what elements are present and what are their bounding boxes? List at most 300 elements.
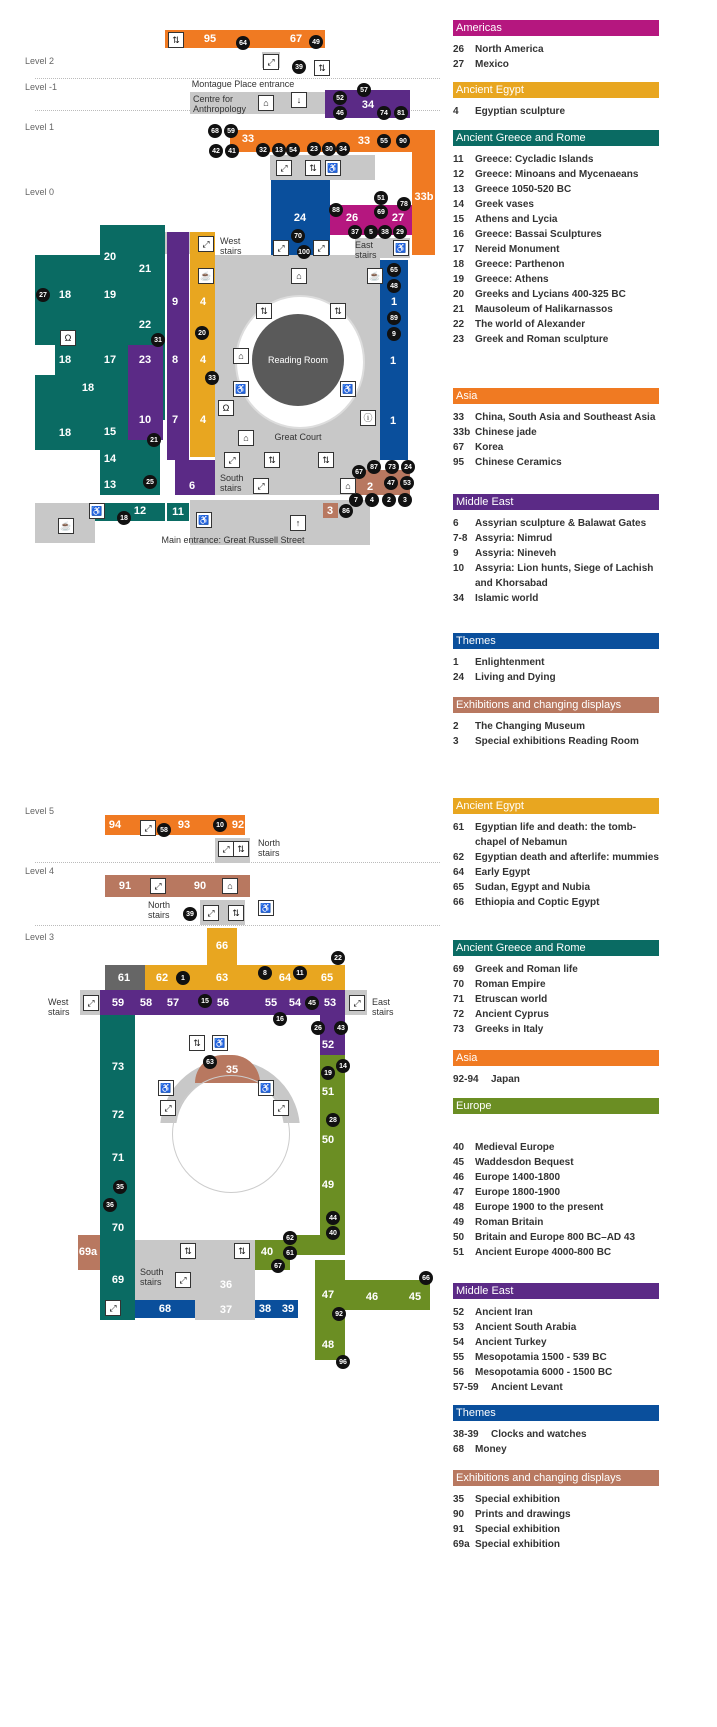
- map-text: North stairs: [258, 838, 281, 858]
- legend-item-number: 10: [453, 563, 465, 574]
- stairs-icon[interactable]: ⤢: [263, 54, 279, 70]
- lift-icon[interactable]: ⇅: [228, 905, 244, 921]
- room-number-badge[interactable]: 64: [236, 36, 250, 50]
- lift-icon[interactable]: ⇅: [233, 841, 249, 857]
- room-number-badge[interactable]: 39: [292, 60, 306, 74]
- legend-item: [453, 287, 659, 302]
- map-text: North stairs: [148, 900, 171, 920]
- room-label[interactable]: 33b: [414, 191, 434, 203]
- room-number-badge[interactable]: 33: [205, 371, 219, 385]
- legend-item-number: 64: [453, 867, 465, 878]
- room-label[interactable]: 15: [103, 426, 117, 438]
- room-label[interactable]: 20: [103, 251, 117, 263]
- legend-item: [453, 655, 659, 670]
- legend-item-label: Europe 1800-1900: [475, 1187, 561, 1198]
- room-number-badge[interactable]: 24: [401, 460, 415, 474]
- room-label[interactable]: 8: [171, 354, 179, 366]
- room-label[interactable]: 7: [171, 414, 179, 426]
- room-label[interactable]: 69: [111, 1274, 125, 1286]
- stairs-icon[interactable]: ⤢: [198, 236, 214, 252]
- legend-item-number: 50: [453, 1232, 465, 1243]
- stairs-icon[interactable]: ⤢: [140, 820, 156, 836]
- room-number-badge[interactable]: 7: [349, 493, 363, 507]
- legend-section: [453, 697, 659, 749]
- room-label[interactable]: 12: [133, 505, 147, 517]
- legend-item-label: Special exhibition: [475, 1494, 561, 1505]
- legend-item-label: Greece 1050-520 BC: [475, 184, 572, 195]
- map-text: East stairs: [355, 240, 377, 260]
- stairs-icon[interactable]: ⤢: [253, 478, 269, 494]
- room-number-badge[interactable]: 13: [272, 143, 286, 157]
- legend-list: [453, 820, 659, 910]
- legend-section: [453, 20, 659, 72]
- room-number-badge[interactable]: 25: [143, 475, 157, 489]
- legend-item: [453, 104, 659, 119]
- legend-item-label: Greeks and Lycians 400-325 BC: [475, 289, 626, 300]
- room-number-badge[interactable]: 69: [374, 205, 388, 219]
- lift-icon[interactable]: ⇅: [305, 160, 321, 176]
- legend-item-number: 9: [453, 548, 459, 559]
- room-label[interactable]: 63: [215, 972, 229, 984]
- legend-item-number: 15: [453, 214, 465, 225]
- legend-item-number: 1: [453, 657, 459, 668]
- room-label[interactable]: 21: [138, 263, 152, 275]
- toilets-icon[interactable]: ♿: [233, 381, 249, 397]
- legend-item-label: Assyrian sculpture & Balawat Gates: [475, 518, 647, 529]
- room-number-badge[interactable]: 29: [393, 225, 407, 239]
- legend-item-label: Greek and Roman life: [475, 964, 578, 975]
- room-label[interactable]: 18: [81, 382, 95, 394]
- room-label[interactable]: 57: [166, 997, 180, 1009]
- legend-item-label: Ancient South Arabia: [475, 1322, 577, 1333]
- room-number-badge[interactable]: 86: [339, 504, 353, 518]
- legend-item: [453, 410, 659, 425]
- room-number-badge[interactable]: 47: [384, 476, 398, 490]
- room-label[interactable]: 38: [258, 1303, 272, 1315]
- room-label[interactable]: 48: [321, 1339, 335, 1351]
- gallery-area: [320, 1055, 345, 1255]
- stairs-icon[interactable]: ⤢: [276, 160, 292, 176]
- room-number-badge[interactable]: 74: [377, 106, 391, 120]
- stairs-icon[interactable]: ⤢: [273, 1100, 289, 1116]
- room-label[interactable]: 66: [215, 940, 229, 952]
- room-label[interactable]: 50: [321, 1134, 335, 1146]
- shop-icon[interactable]: ⌂: [222, 878, 238, 894]
- lift-icon[interactable]: ⇅: [330, 303, 346, 319]
- room-number-badge[interactable]: 3: [398, 493, 412, 507]
- legend-item-number: 21: [453, 304, 465, 315]
- room-label[interactable]: 19: [103, 289, 117, 301]
- room-label[interactable]: 69a: [78, 1246, 98, 1258]
- room-number-badge[interactable]: 96: [336, 1355, 350, 1369]
- legend-item: [453, 1170, 659, 1185]
- room-number-badge[interactable]: 30: [322, 142, 336, 156]
- legend-item-label: Greece: Parthenon: [475, 259, 565, 270]
- room-number-badge[interactable]: 78: [397, 197, 411, 211]
- legend-item-number: 66: [453, 897, 465, 908]
- room-number-badge[interactable]: 37: [348, 225, 362, 239]
- room-label[interactable]: 17: [103, 354, 117, 366]
- legend-item-number: 23: [453, 334, 465, 345]
- legend-item: [453, 516, 659, 531]
- room-label[interactable]: 4: [199, 414, 207, 426]
- room-label[interactable]: 2: [366, 481, 374, 493]
- room-label[interactable]: 9: [171, 296, 179, 308]
- legend-item-label: Ancient Cyprus: [475, 1009, 549, 1020]
- room-label[interactable]: 52: [321, 1039, 335, 1051]
- room-label[interactable]: 1: [390, 296, 398, 308]
- toilets-icon[interactable]: ♿: [258, 1080, 274, 1096]
- room-number-badge[interactable]: 11: [293, 966, 307, 980]
- room-label[interactable]: 49: [321, 1179, 335, 1191]
- room-label[interactable]: 18: [58, 289, 72, 301]
- legend-item-number: 53: [453, 1322, 465, 1333]
- map-text: Great Court: [274, 432, 322, 442]
- room-number-badge[interactable]: 5: [364, 225, 378, 239]
- room-label[interactable]: 93: [177, 819, 191, 831]
- cafe-icon[interactable]: ☕: [367, 268, 383, 284]
- legend-item: [453, 1522, 659, 1537]
- room-label[interactable]: 67: [289, 33, 303, 45]
- lift-icon[interactable]: ⇅: [314, 60, 330, 76]
- room-label[interactable]: 13: [103, 479, 117, 491]
- legend-item-number: 47: [453, 1187, 465, 1198]
- legend-item-label: Britain and Europe 800 BC–AD 43: [475, 1232, 636, 1243]
- room-number-badge[interactable]: 53: [400, 476, 414, 490]
- room-label[interactable]: 33: [357, 135, 371, 147]
- room-number-badge[interactable]: 54: [286, 143, 300, 157]
- room-label[interactable]: 4: [199, 354, 207, 366]
- legend-item-label: Enlightenment: [475, 657, 545, 668]
- room-number-badge[interactable]: 49: [309, 35, 323, 49]
- legend-item: [453, 865, 659, 880]
- room-number-badge[interactable]: 26: [311, 1021, 325, 1035]
- legend-item-label: Greek and Roman sculpture: [475, 334, 609, 345]
- room-number-badge[interactable]: 40: [326, 1226, 340, 1240]
- legend-header: Asia: [453, 1050, 659, 1066]
- legend-item: [453, 880, 659, 895]
- room-label[interactable]: 34: [361, 99, 375, 111]
- room-label[interactable]: 4: [199, 296, 207, 308]
- room-number-badge[interactable]: 19: [321, 1066, 335, 1080]
- room-number-badge[interactable]: 67: [271, 1259, 285, 1273]
- room-label[interactable]: 56: [216, 997, 230, 1009]
- room-number-badge[interactable]: 58: [157, 823, 171, 837]
- room-label[interactable]: 26: [345, 212, 359, 224]
- cloakroom-icon[interactable]: ⌂: [258, 95, 274, 111]
- room-number-badge[interactable]: 68: [208, 124, 222, 138]
- room-number-badge[interactable]: 15: [198, 994, 212, 1008]
- room-number-badge[interactable]: 66: [419, 1271, 433, 1285]
- room-label[interactable]: 58: [139, 997, 153, 1009]
- legend-item-label: Greece: Minoans and Mycenaeans: [475, 169, 639, 180]
- shop-icon[interactable]: ⌂: [340, 478, 356, 494]
- room-label[interactable]: 92: [231, 819, 245, 831]
- cafe-icon[interactable]: ☕: [198, 268, 214, 284]
- legend-item: [453, 546, 659, 561]
- room-label[interactable]: 45: [408, 1291, 422, 1303]
- legend-list: [453, 1072, 659, 1087]
- legend-item: [453, 1072, 659, 1087]
- lift-icon[interactable]: ⇅: [318, 452, 334, 468]
- room-label[interactable]: 23: [138, 354, 152, 366]
- room-label[interactable]: 95: [203, 33, 217, 45]
- legend-item-label: Islamic world: [475, 593, 539, 604]
- legend-section: [453, 388, 659, 470]
- shop-icon[interactable]: ⌂: [291, 268, 307, 284]
- legend-item: [453, 57, 659, 72]
- stairs-icon[interactable]: ⤢: [273, 240, 289, 256]
- legend-item-number: 3: [453, 736, 459, 747]
- room-label[interactable]: 53: [323, 997, 337, 1009]
- legend-item-number: 69a: [453, 1539, 470, 1550]
- room-number-badge[interactable]: 42: [209, 144, 223, 158]
- legend-item-number: 14: [453, 199, 465, 210]
- room-label[interactable]: 18: [58, 354, 72, 366]
- legend-item: [453, 561, 659, 591]
- room-label[interactable]: 51: [321, 1086, 335, 1098]
- room-label[interactable]: 90: [193, 880, 207, 892]
- legend-header: Themes: [453, 1405, 659, 1421]
- lift-icon[interactable]: ⇅: [189, 1035, 205, 1051]
- room-label[interactable]: 55: [264, 997, 278, 1009]
- room-number-badge[interactable]: 87: [367, 460, 381, 474]
- room-label[interactable]: 10: [138, 414, 152, 426]
- legend-item-label: Sudan, Egypt and Nubia: [475, 882, 591, 893]
- legend-item-label: Greece: Cycladic Islands: [475, 154, 594, 165]
- room-number-badge[interactable]: 22: [331, 951, 345, 965]
- room-label[interactable]: 27: [391, 212, 405, 224]
- room-label[interactable]: 37: [219, 1304, 233, 1316]
- room-label[interactable]: 70: [111, 1222, 125, 1234]
- room-number-badge[interactable]: 2: [382, 493, 396, 507]
- room-number-badge[interactable]: 52: [333, 91, 347, 105]
- room-number-badge[interactable]: 39: [183, 907, 197, 921]
- room-number-badge[interactable]: 9: [387, 327, 401, 341]
- room-number-badge[interactable]: 16: [273, 1012, 287, 1026]
- stairs-icon[interactable]: ⤢: [150, 878, 166, 894]
- legend-item: [453, 1230, 659, 1245]
- level-label: Level 5: [25, 806, 55, 816]
- legend-item: [453, 1350, 659, 1365]
- lift-icon[interactable]: ⇅: [234, 1243, 250, 1259]
- legend-item-number: 48: [453, 1202, 465, 1213]
- legend-item-label: Europe 1400-1800: [475, 1172, 561, 1183]
- stairs-icon[interactable]: ⤢: [203, 905, 219, 921]
- lift-icon[interactable]: ⇅: [168, 32, 184, 48]
- room-number-badge[interactable]: 35: [113, 1180, 127, 1194]
- legend-item-number: 72: [453, 1009, 465, 1020]
- audio-guide-icon[interactable]: Ω: [218, 400, 234, 416]
- stairs-icon[interactable]: ⤢: [175, 1272, 191, 1288]
- room-number-badge[interactable]: 28: [326, 1113, 340, 1127]
- stairs-icon[interactable]: ⤢: [83, 995, 99, 1011]
- room-label[interactable]: 3: [326, 505, 334, 517]
- room-number-badge[interactable]: 18: [117, 511, 131, 525]
- room-label[interactable]: 54: [288, 997, 302, 1009]
- room-label[interactable]: 6: [188, 480, 196, 492]
- room-label[interactable]: 39: [281, 1303, 295, 1315]
- room-label[interactable]: 64: [278, 972, 292, 984]
- stairs-icon[interactable]: ⤢: [224, 452, 240, 468]
- legend-item: [453, 670, 659, 685]
- room-number-badge[interactable]: 43: [334, 1021, 348, 1035]
- room-label[interactable]: 18: [58, 427, 72, 439]
- shop-icon[interactable]: ⌂: [233, 348, 249, 364]
- stairs-icon[interactable]: ⤢: [105, 1300, 121, 1316]
- toilets-icon[interactable]: ♿: [89, 503, 105, 519]
- legend-section: [453, 633, 659, 685]
- room-label[interactable]: 46: [365, 1291, 379, 1303]
- map-text: Reading Room: [267, 355, 329, 365]
- room-number-badge[interactable]: 10: [213, 818, 227, 832]
- legend-item-label: Roman Britain: [475, 1217, 544, 1228]
- legend-header: Ancient Greece and Rome: [453, 940, 659, 956]
- room-number-badge[interactable]: 61: [283, 1246, 297, 1260]
- legend-section: [453, 1470, 659, 1552]
- room-number-badge[interactable]: 38: [378, 225, 392, 239]
- legend-item-label: Waddesdon Bequest: [475, 1157, 574, 1168]
- room-number-badge[interactable]: 46: [333, 106, 347, 120]
- room-number-badge[interactable]: 100: [297, 245, 311, 259]
- room-number-badge[interactable]: 73: [385, 460, 399, 474]
- room-number-badge[interactable]: 44: [326, 1211, 340, 1225]
- legend-item-number: 45: [453, 1157, 465, 1168]
- shop-icon[interactable]: ⌂: [238, 430, 254, 446]
- room-number-badge[interactable]: 63: [203, 1055, 217, 1069]
- room-number-badge[interactable]: 55: [377, 134, 391, 148]
- stairs-icon[interactable]: ⤢: [218, 841, 234, 857]
- accessible-entrance-icon[interactable]: ♿: [196, 512, 212, 528]
- legend-item-label: Roman Empire: [475, 979, 546, 990]
- toilets-icon[interactable]: ♿: [258, 900, 274, 916]
- room-number-badge[interactable]: 89: [387, 311, 401, 325]
- legend-item: [453, 1320, 659, 1335]
- stairs-icon[interactable]: ⤢: [349, 995, 365, 1011]
- room-label[interactable]: 65: [320, 972, 334, 984]
- toilets-icon[interactable]: ♿: [340, 381, 356, 397]
- room-label[interactable]: 72: [111, 1109, 125, 1121]
- room-label[interactable]: 47: [321, 1289, 335, 1301]
- legend-item-label: Greece: Bassai Sculptures: [475, 229, 602, 240]
- legend-header: Asia: [453, 388, 659, 404]
- room-number-badge[interactable]: 23: [307, 142, 321, 156]
- room-label[interactable]: 71: [111, 1152, 125, 1164]
- room-number-badge[interactable]: 51: [374, 191, 388, 205]
- room-number-badge[interactable]: 14: [336, 1059, 350, 1073]
- room-number-badge[interactable]: 20: [195, 326, 209, 340]
- room-number-badge[interactable]: 90: [396, 134, 410, 148]
- cafe-icon[interactable]: ☕: [58, 518, 74, 534]
- room-number-badge[interactable]: 34: [336, 142, 350, 156]
- room-number-badge[interactable]: 57: [357, 83, 371, 97]
- stairs-icon[interactable]: ⤢: [313, 240, 329, 256]
- room-number-badge[interactable]: 62: [283, 1231, 297, 1245]
- room-number-badge[interactable]: 92: [332, 1307, 346, 1321]
- legend-item-label: Mausoleum of Halikarnassos: [475, 304, 613, 315]
- info-icon[interactable]: ⓘ: [360, 410, 376, 426]
- stairs-icon[interactable]: ⤢: [160, 1100, 176, 1116]
- room-label[interactable]: 35: [225, 1064, 239, 1076]
- room-number-badge[interactable]: 88: [329, 203, 343, 217]
- room-number-badge[interactable]: 70: [291, 229, 305, 243]
- room-label[interactable]: 24: [293, 212, 307, 224]
- room-number-badge[interactable]: 31: [151, 333, 165, 347]
- room-label[interactable]: 1: [389, 415, 397, 427]
- lift-icon[interactable]: ⇅: [256, 303, 272, 319]
- legend-section: [453, 1050, 659, 1087]
- legend-item: [453, 734, 659, 749]
- room-label[interactable]: 36: [219, 1279, 233, 1291]
- lift-icon[interactable]: ⇅: [180, 1243, 196, 1259]
- audio-guide-icon[interactable]: Ω: [60, 330, 76, 346]
- room-number-badge[interactable]: 8: [258, 966, 272, 980]
- room-number-badge[interactable]: 65: [387, 263, 401, 277]
- room-number-badge[interactable]: 1: [176, 971, 190, 985]
- legend-item-label: Prints and drawings: [475, 1509, 571, 1520]
- legend-item-number: 17: [453, 244, 465, 255]
- room-number-badge[interactable]: 45: [305, 996, 319, 1010]
- room-number-badge[interactable]: 27: [36, 288, 50, 302]
- entrance-arrow-icon: ↓: [291, 92, 307, 108]
- toilets-icon[interactable]: ♿: [393, 240, 409, 256]
- toilets-icon[interactable]: ♿: [325, 160, 341, 176]
- room-label[interactable]: 33: [241, 133, 255, 145]
- room-number-badge[interactable]: 48: [387, 279, 401, 293]
- lift-icon[interactable]: ⇅: [264, 452, 280, 468]
- room-label[interactable]: 11: [172, 506, 184, 518]
- room-label[interactable]: 40: [260, 1246, 274, 1258]
- legend-item-label: China, South Asia and Southeast Asia: [475, 412, 656, 423]
- toilets-icon[interactable]: ♿: [212, 1035, 228, 1051]
- legend-item-number: 33b: [453, 427, 471, 438]
- legend-item-label: North America: [475, 44, 544, 55]
- legend-item-label: Ancient Turkey: [475, 1337, 547, 1348]
- gallery-area: [145, 965, 345, 990]
- room-label[interactable]: 62: [155, 972, 169, 984]
- toilets-icon[interactable]: ♿: [158, 1080, 174, 1096]
- room-label[interactable]: 91: [118, 880, 132, 892]
- legend-item-label: Early Egypt: [475, 867, 531, 878]
- room-label[interactable]: 59: [111, 997, 125, 1009]
- legend-item: [453, 242, 659, 257]
- room-label[interactable]: 94: [108, 819, 122, 831]
- room-number-badge[interactable]: 36: [103, 1198, 117, 1212]
- room-number-badge[interactable]: 67: [352, 465, 366, 479]
- room-number-badge[interactable]: 59: [224, 124, 238, 138]
- legend-item: [453, 820, 659, 850]
- room-number-badge[interactable]: 32: [256, 143, 270, 157]
- room-label[interactable]: 68: [158, 1303, 172, 1315]
- room-label[interactable]: 73: [111, 1061, 125, 1073]
- legend-item-number: 61: [453, 822, 465, 833]
- legend-item-label: Greeks in Italy: [475, 1024, 544, 1035]
- room-number-badge[interactable]: 81: [394, 106, 408, 120]
- legend-item: [453, 850, 659, 865]
- room-label[interactable]: 22: [138, 319, 152, 331]
- legend-list: [453, 152, 659, 347]
- room-number-badge[interactable]: 41: [225, 144, 239, 158]
- room-label[interactable]: 14: [103, 453, 117, 465]
- room-number-badge[interactable]: 21: [147, 433, 161, 447]
- room-label[interactable]: 61: [117, 972, 131, 984]
- legend-item: [453, 719, 659, 734]
- legend-header: Europe: [453, 1098, 659, 1114]
- room-label[interactable]: 1: [389, 355, 397, 367]
- legend-item: [453, 1200, 659, 1215]
- room-number-badge[interactable]: 4: [365, 493, 379, 507]
- map-text: South stairs: [220, 473, 244, 493]
